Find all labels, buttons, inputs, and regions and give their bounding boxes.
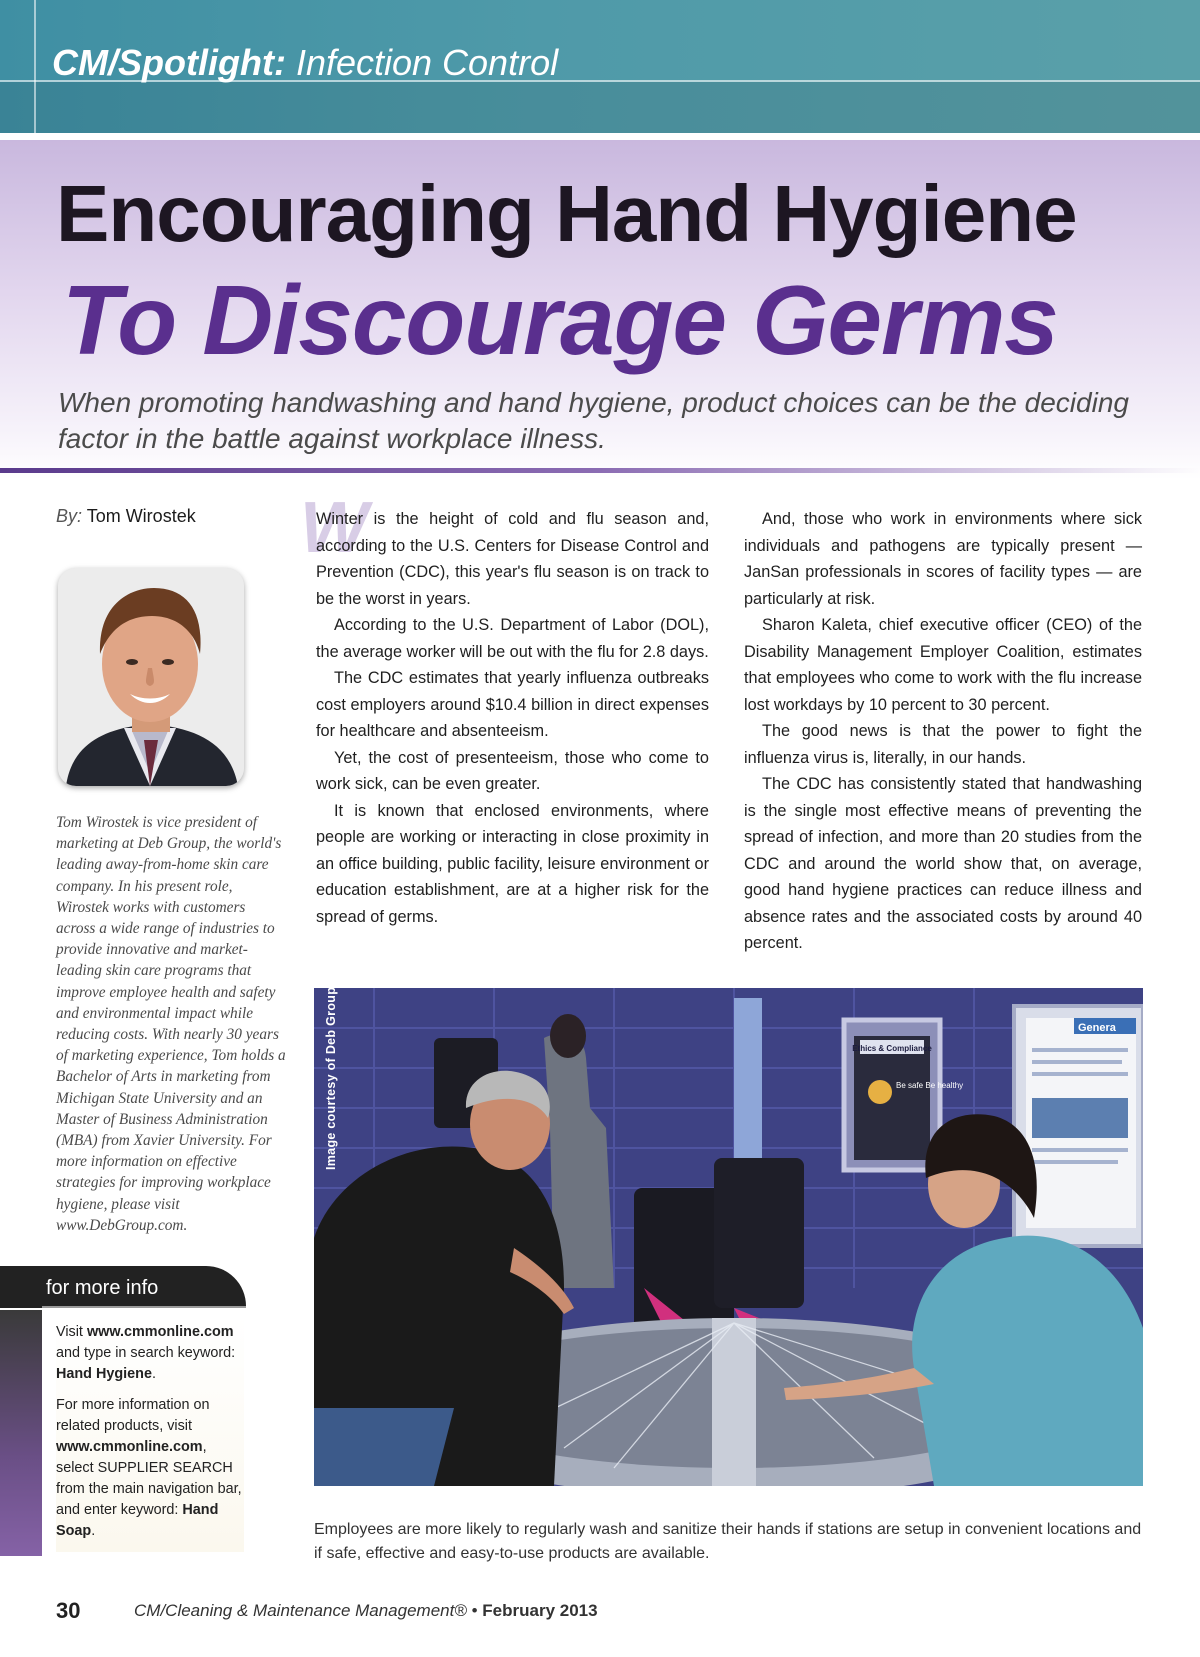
article-paragraph: The good news is that the power to fight the influenza virus is, literally, in our hands. [744,722,1142,767]
footer-publication-line [134,1601,598,1621]
byline-author: Tom Wirostek [82,506,196,526]
more-info-text: For more information on related products, visit [56,1397,210,1434]
footer-publication: CM/Cleaning & Maintenance Management® [134,1601,467,1620]
drop-cap: W [300,488,368,568]
section-label-bold: CM/Spotlight: [52,42,286,83]
more-info-link-cmmonline[interactable]: www.cmmonline.com [56,1439,203,1455]
article-paragraph: According to the U.S. Department of Labor (DOL), the average worker will be out with the flu for 2.8 days. [316,616,709,661]
wall-sign-text: Be safe Be healthy [896,1081,964,1090]
more-info-link-cmmonline[interactable]: www.cmmonline.com [86,1324,234,1340]
soap-dispenser-right [714,1158,804,1308]
footer-separator: • [466,1601,483,1620]
header-vertical-rule [34,0,36,133]
header-band-shade [0,82,1200,133]
photo-caption: Employees are more likely to regularly wash and sanitize their hands if stations are setup in convenient locations and if safe, effective and easy-to-use products are available. [314,1521,1142,1562]
more-info-rail [0,1310,42,1556]
footer-date: February 2013 [482,1601,598,1620]
more-info-text: and type in search keyword: [56,1345,236,1361]
headline-line-1: Encouraging Hand Hygiene [56,169,1077,258]
more-info-tab-rule [42,1306,246,1308]
article-column-2 [744,506,1142,957]
more-info-body [56,1316,244,1552]
author-portrait [58,568,244,786]
article-paragraph: It is known that enclosed environments, where people are working or interacting in close proximity in an office building, public facility, leisure environment or education establishment, are at a higher risk for the spread of germs. [316,801,709,926]
more-info-text: . [151,1366,156,1382]
section-label [52,42,558,84]
photo-credit-text: Image courtesy of Deb Group [324,986,338,1170]
article-paragraph: The CDC estimates that yearly influenza outbreaks cost employers around $10.4 billion in direct expenses for healthcare and absenteeism. [316,669,709,740]
bulletin-title: Genera [1078,1022,1116,1034]
byline [56,506,196,527]
photo-credit [314,988,348,1188]
author-bio: Tom Wirostek is vice president of marketing at Deb Group, the world's leading away-from-home skin care company. In his present role, Wirostek works with customers across a wide range of industries to provide innovative and market-leading skin care programs that improve employee health and safety and environmental impact while reducing costs. With nearly 30 years of marketing experience, Tom holds a Bachelor of Arts in marketing from Michigan State University and an Master of Business Administration (MBA) from Xavier University. For more information on effective strategies for improving workplace hygiene, please visit www.DebGroup.com. [56,814,286,1234]
more-info-keyword-hand-soap: Hand Soap [56,1502,219,1539]
article-paragraph: Yet, the cost of presenteeism, those who come to work sick, can be even greater. [316,748,709,793]
more-info-text: . [91,1523,96,1539]
article-paragraph: And, those who work in environments where sick individuals and pathogens are typically present — JanSan professionals in scores of facility types — are particularly at risk. [744,510,1142,608]
article-paragraph: Winter is the height of cold and flu season and, according to the U.S. Centers for Disease Control and Prevention (CDC), this year's flu season is on track to be the worst in years. [316,510,709,608]
section-header-band [0,0,1200,133]
byline-prefix: By: [56,506,83,526]
deck-subtitle: When promoting handwashing and hand hygiene, product choices can be the deciding factor in the battle against workplace illness. [58,387,1129,454]
article-photo [314,988,1143,1486]
headline-line-2: To Discourage Germs [62,265,1058,375]
author-photo [58,568,244,786]
page-number: 30 [56,1598,81,1623]
more-info-paragraph-1 [56,1322,244,1385]
article-paragraph: The CDC has consistently stated that handwashing is the single most effective means of preventing the spread of infection, and more than 20 studies from the CDC and around the world show that, on average, good hand hygiene practices can reduce illness and absence rates and the associated costs by around 40 percent. [744,775,1142,952]
more-info-keyword-hand-hygiene: Hand Hygiene [56,1366,152,1382]
more-info-title: for more info [46,1277,159,1299]
handwashing-station-scene [314,988,1143,1486]
article-column-1 [316,506,709,930]
title-divider [0,468,1200,473]
more-info-text: , select SUPPLIER SEARCH from the main navigation bar, and enter keyword: [56,1439,242,1518]
woman [912,1236,1143,1486]
more-info-text: Visit [56,1324,87,1340]
wall-sign-title: Ethics & Compliance [852,1044,932,1053]
section-label-topic: Infection Control [285,42,559,83]
more-info-paragraph-2 [56,1395,244,1542]
more-info-box [0,1266,246,1556]
article-paragraph: Sharon Kaleta, chief executive officer (CEO) of the Disability Management Employer Coalition, estimates that employees who come to work with the flu increase lost workdays by 10 percent to 30 percent. [744,616,1142,714]
